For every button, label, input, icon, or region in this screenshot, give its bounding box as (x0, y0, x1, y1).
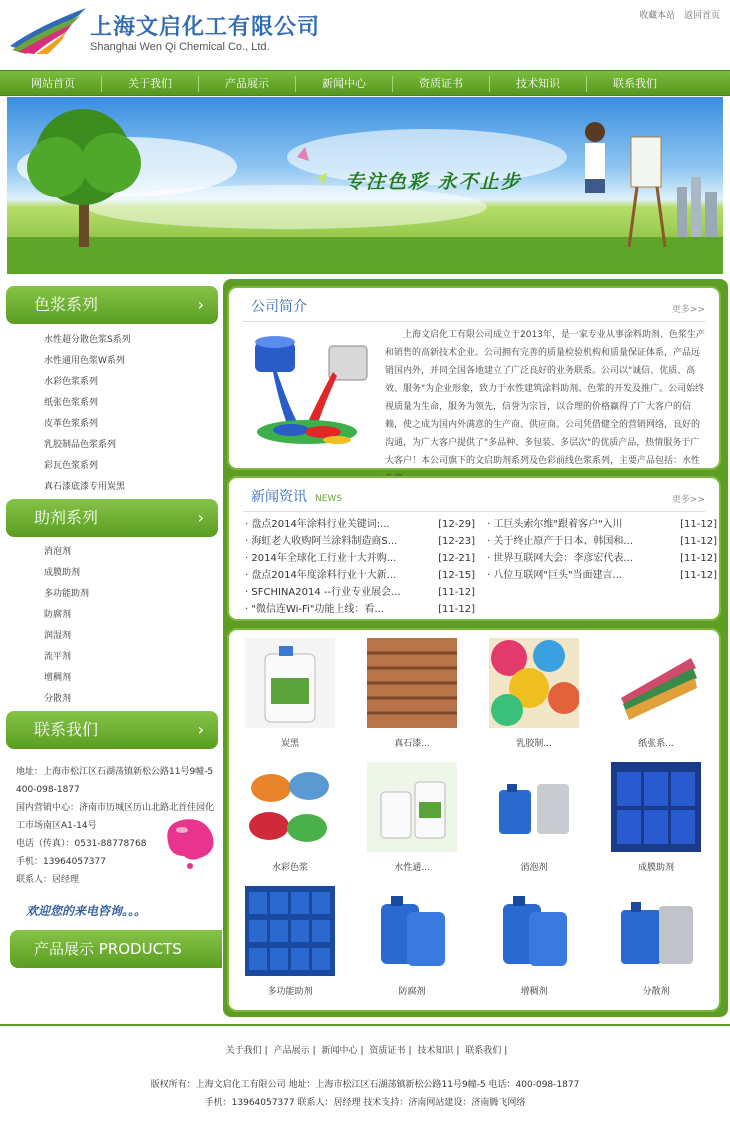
footer-link-products[interactable]: 产品展示 (273, 1046, 310, 1056)
product-name: 真石漆... (394, 739, 430, 749)
news-item[interactable]: · 八位互联网"巨头"当面建言... [11-12] (487, 570, 717, 581)
banner-slogan: 专注色彩 永不止步 (345, 171, 522, 193)
sidebar-item[interactable]: 防腐剂 (44, 610, 72, 620)
contact-marketing-center: 国内营销中心：济南市历城区历山北路北首佳园化 (16, 803, 215, 813)
sidebar-item[interactable]: 水彩色浆系列 (44, 377, 99, 387)
product-card[interactable] (241, 638, 337, 748)
contact-marketing-center-cont: 工市场南区A1-14号 (16, 821, 97, 831)
product-image (367, 638, 457, 728)
sidebar-item[interactable]: 彩瓦色浆系列 (44, 461, 99, 471)
news-list-left (245, 516, 475, 618)
header (0, 0, 730, 68)
about-panel (227, 286, 721, 470)
nav-tech[interactable]: 技术知识 (516, 77, 560, 90)
sidebar-item[interactable]: 增稠剂 (44, 673, 72, 683)
sidebar-item[interactable]: 分散剂 (44, 694, 72, 704)
news-item[interactable]: · "微信连Wi-Fi"功能上线：看... [11-12] (245, 604, 475, 615)
products-tab[interactable]: 产品展示 PRODUCTS (10, 930, 222, 968)
sidebar-item[interactable]: 成膜助剂 (44, 568, 81, 578)
company-name-cn: 上海文启化工有限公司 (90, 15, 321, 40)
product-name: 增稠剂 (520, 987, 548, 997)
contact-hotline: 400-098-1877 (16, 785, 80, 795)
product-card[interactable] (485, 886, 581, 996)
footer-link-news[interactable]: 新闻中心 (321, 1046, 358, 1056)
product-name: 消泡剂 (520, 863, 548, 873)
sidebar-title-contact[interactable]: 联系我们 › (6, 711, 218, 749)
sidebar-item[interactable]: 流平剂 (44, 652, 72, 662)
sidebar-item[interactable]: 多功能助剂 (44, 589, 90, 599)
company-logo[interactable] (8, 6, 88, 56)
contact-mobile: 手机：13964057377 (16, 857, 106, 867)
product-image (245, 886, 335, 976)
product-card[interactable] (363, 762, 459, 872)
sidebar-item[interactable]: 润湿剂 (44, 631, 72, 641)
news-item[interactable]: · 关于终止原产于日本、韩国和... [11-12] (487, 536, 717, 547)
sidebar-title-additives[interactable]: 助剂系列 › (6, 499, 218, 537)
footer-copyright-2: 手机：13964057377 联系人：居经理 技术支持：济南网站建设：济南腾飞网络 (204, 1098, 526, 1108)
product-image (611, 762, 701, 852)
about-title: 公司简介 (251, 299, 307, 315)
main-nav (0, 70, 730, 96)
product-name: 纸张系... (638, 739, 674, 749)
nav-about[interactable]: 关于我们 (128, 77, 172, 90)
chevron-right-icon: › (197, 508, 204, 527)
product-card[interactable] (607, 762, 703, 872)
product-card[interactable] (607, 638, 703, 748)
product-name: 乳胶制... (516, 739, 552, 749)
nav-home[interactable]: 网站首页 (31, 77, 75, 90)
sidebar-item[interactable]: 乳胶制品色浆系列 (44, 440, 117, 450)
product-image (611, 886, 701, 976)
product-name: 成膜助剂 (637, 863, 674, 873)
nav-contact[interactable]: 联系我们 (613, 77, 657, 90)
product-image (245, 638, 335, 728)
footer-link-contact[interactable]: 联系我们 (465, 1046, 502, 1056)
product-image (611, 638, 701, 728)
product-card[interactable] (363, 886, 459, 996)
contact-address: 地址：上海市松江区石湖荡镇新松公路11号9幢-5 (16, 767, 214, 777)
sidebar-item[interactable]: 水性通用色浆W系列 (44, 356, 125, 366)
footer-divider (0, 1024, 730, 1026)
company-name-en: Shanghai Wen Qi Chemical Co., Ltd. (90, 41, 270, 53)
product-name: 水性通... (394, 863, 430, 873)
news-more-link[interactable]: 更多>> (671, 495, 705, 505)
news-item[interactable]: · 盘点2014年涂料行业关键词:... [12-29] (245, 519, 475, 530)
paint-blob-icon (160, 812, 220, 872)
news-title: 新闻资讯 NEWS (251, 489, 343, 505)
product-card[interactable] (363, 638, 459, 748)
product-image (245, 762, 335, 852)
news-item[interactable]: · SFCHINA2014 --行业专业展会... [11-12] (245, 587, 475, 598)
product-image (489, 638, 579, 728)
product-image (489, 886, 579, 976)
sidebar-item[interactable]: 水性超分散色浆S系列 (44, 335, 131, 345)
chevron-right-icon: › (197, 720, 204, 739)
products-panel (227, 628, 721, 1012)
sidebar-item[interactable]: 皮革色浆系列 (44, 419, 99, 429)
sidebar-item[interactable]: 消泡剂 (44, 547, 72, 557)
news-item[interactable]: · 世界互联网大会：李彦宏代表... [11-12] (487, 553, 717, 564)
bookmark-link[interactable]: 收藏本站 (639, 11, 676, 21)
about-more-link[interactable]: 更多>> (671, 305, 705, 315)
product-name: 分散剂 (642, 987, 670, 997)
product-card[interactable] (607, 886, 703, 996)
footer-link-tech[interactable]: 技术知识 (417, 1046, 454, 1056)
news-item[interactable]: · 2014年全球化工行业十大并购... [12-21] (245, 553, 475, 564)
news-item[interactable]: · 海虹老人收购阿兰涂料制造商S... [12-23] (245, 536, 475, 547)
top-links (633, 8, 720, 21)
product-image (367, 886, 457, 976)
sidebar-title-color-paste[interactable]: 色浆系列 › (6, 286, 218, 324)
nav-certificates[interactable]: 资质证书 (419, 77, 463, 90)
product-card[interactable] (485, 762, 581, 872)
about-text: 上海文启化工有限公司成立于2013年，是一家专业从事涂料助剂、色浆生产和销售的高新技术企业。公司拥有完善的质量检验机构和质量保证体系，产品远销国内外，并同全国各地建立了广泛良好的业务联系。公司以"诚信、优质、高效、服务"为企业形象，致力于水性建筑涂料助剂、色浆的开发及推广。公司始终视质量为生命，服务为领先，信誉为宗旨，以合理的价格赢得了广大客户的信赖，使之成为国内外满意的生产商、供应商。公司凭借健全的营销网络，良好的沟通，为广大客户提供了"多品种、多包装、多层次"的优质产品，热情服务于广大客户！本公司旗下的文启助剂系列及色彩前线色浆系列，主要产品包括：水性 (385, 330, 705, 466)
sidebar-item[interactable]: 真石漆底漆专用炭黑 (44, 482, 126, 492)
product-name: 多功能助剂 (267, 987, 313, 997)
home-link[interactable]: 返回首页 (683, 11, 720, 21)
footer-copyright: 版权所有：上海文启化工有限公司 地址：上海市松江区石湖荡镇新松公路11号9幢-5 电话：400-098-1877 (150, 1080, 580, 1090)
news-title-en: NEWS (315, 494, 343, 504)
product-card[interactable] (485, 638, 581, 748)
contact-phone-fax: 电话（传真）：0531-88778768 (16, 839, 147, 849)
nav-news[interactable]: 新闻中心 (322, 77, 366, 90)
additives-list (44, 542, 214, 710)
footer-link-about[interactable]: 关于我们 (225, 1046, 262, 1056)
news-item[interactable]: · 盘点2014年度涂料行业十大新... [12-15] (245, 570, 475, 581)
paint-pour-image (247, 332, 377, 452)
color-paste-list (44, 330, 214, 498)
news-list-right (487, 516, 717, 584)
hero-banner (7, 97, 723, 274)
news-panel (227, 476, 721, 621)
footer-links: 关于我们 | 产品展示 | 新闻中心 | 资质证书 | 技术知识 | 联系我们 | (225, 1046, 508, 1056)
nav-products[interactable]: 产品展示 (225, 77, 269, 90)
product-name: 炭黑 (280, 739, 299, 749)
sidebar (0, 284, 222, 1022)
product-card[interactable] (241, 886, 337, 996)
chevron-right-icon: › (197, 295, 204, 314)
welcome-text: 欢迎您的来电咨询。。。 (26, 904, 147, 918)
contact-person: 联系人：居经理 (16, 875, 80, 885)
footer-link-certificates[interactable]: 资质证书 (369, 1046, 406, 1056)
product-name: 防腐剂 (398, 987, 426, 997)
product-name: 水彩色浆 (271, 863, 308, 873)
product-image (367, 762, 457, 852)
sidebar-item[interactable]: 纸张色浆系列 (44, 398, 99, 408)
product-card[interactable] (241, 762, 337, 872)
product-image (489, 762, 579, 852)
news-item[interactable]: · 工巨头索尔维"跟着客户"入川 [11-12] (487, 519, 717, 530)
